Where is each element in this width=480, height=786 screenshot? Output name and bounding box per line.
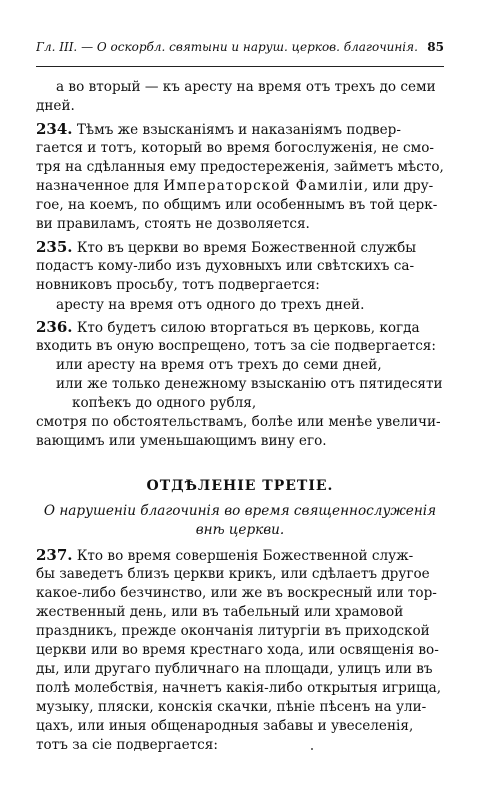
text-fragment: назначенное для [36,178,164,194]
penalty-line: аресту на время отъ одного до трехъ дней. [56,297,365,313]
text-line: какое-либо безчинство, или же въ воскресный или тор- [36,585,437,601]
article-234-first-line [36,120,401,139]
article-235-first-line [36,238,416,257]
text-line: музыку, пляски, конскія скачки, пѣніе пѣсенъ на ули- [36,699,427,715]
section-heading: ОТДѢЛЕНІЕ ТРЕТІЕ. [146,478,334,494]
text-line: гое, на коемъ, по общимъ или особеннымъ въ той церк- [36,197,438,213]
section-subheading: внѣ церкви. [195,522,285,538]
text-line: жественный день, или въ табельный или храмовой [36,604,404,620]
article-236-first-line [36,318,420,337]
text-line: цахъ, или иныя общенародныя забавы и увеселенія, [36,718,414,734]
text-line: гается и тотъ, который во время богослуженія, не смо- [36,140,435,156]
ink-speck [311,748,313,750]
text-line: Кто будетъ силою вторгаться въ церковь, когда [72,320,420,336]
text-line: смотря по обстоятельствамъ, болѣе или менѣе увеличи- [36,414,441,430]
text-line: вающимъ или уменьшающимъ вину его. [36,433,327,449]
chapter-title: Гл. III. — О оскорбл. святыни и наруш. церков. благочинія. [36,40,418,54]
text-line: Кто въ церкви во время Божественной службы [72,240,417,256]
article-number: 237. [36,546,73,564]
text-line: Кто во время совершенія Божественной служ- [72,548,414,564]
emphasized-text: Императорской Фамиліи [163,178,364,194]
text-line: ви правиламъ, стоять не дозволяется. [36,216,310,232]
text-line: тотъ за сіе подвергается: [36,737,218,753]
text-line: новниковъ просьбу, тотъ подвергается: [36,277,320,293]
text-line: входить въ оную воспрещено, тотъ за сіе подвергается: [36,338,436,354]
text-line: бы заведетъ близъ церкви крикъ, или сдѣлаетъ другое [36,566,430,582]
penalty-line: или же только денежному взысканію отъ пятидесяти [56,376,443,392]
text-line: ды, или другаго публичнаго на площади, улицъ или въ [36,661,433,677]
text-line: а во вторый — къ аресту на время отъ трехъ до семи [56,79,436,95]
text-line: подастъ кому-либо изъ духовныхъ или свѣтскихъ са- [36,258,415,274]
article-number: 236. [36,318,73,336]
text-line: дней. [36,98,75,114]
header-rule [36,66,444,67]
text-line: Тѣмъ же взысканіямъ и наказаніямъ подвер- [72,122,401,138]
text-line: тря на сдѣланныя ему предостереженія, займетъ мѣсто, [36,159,444,175]
running-header [36,40,444,60]
page-number: 85 [427,40,444,54]
text-line [36,177,433,195]
penalty-line: копѣекъ до одного рубля, [72,395,257,411]
article-237-first-line [36,546,413,565]
penalty-line: или аресту на время отъ трехъ до семи дней, [56,357,382,373]
section-subheading: О нарушеніи благочинія во время священнослуженія [43,503,437,519]
article-number: 234. [36,120,73,138]
text-fragment: , или дру- [363,178,434,194]
text-line: церкви или во время крестнаго хода, или освященія во- [36,642,439,658]
article-number: 235. [36,238,73,256]
text-line: полѣ молебствія, начнетъ какія-либо открытыя игрища, [36,680,442,696]
text-line: праздникъ, прежде окончанія литургіи въ приходской [36,623,430,639]
